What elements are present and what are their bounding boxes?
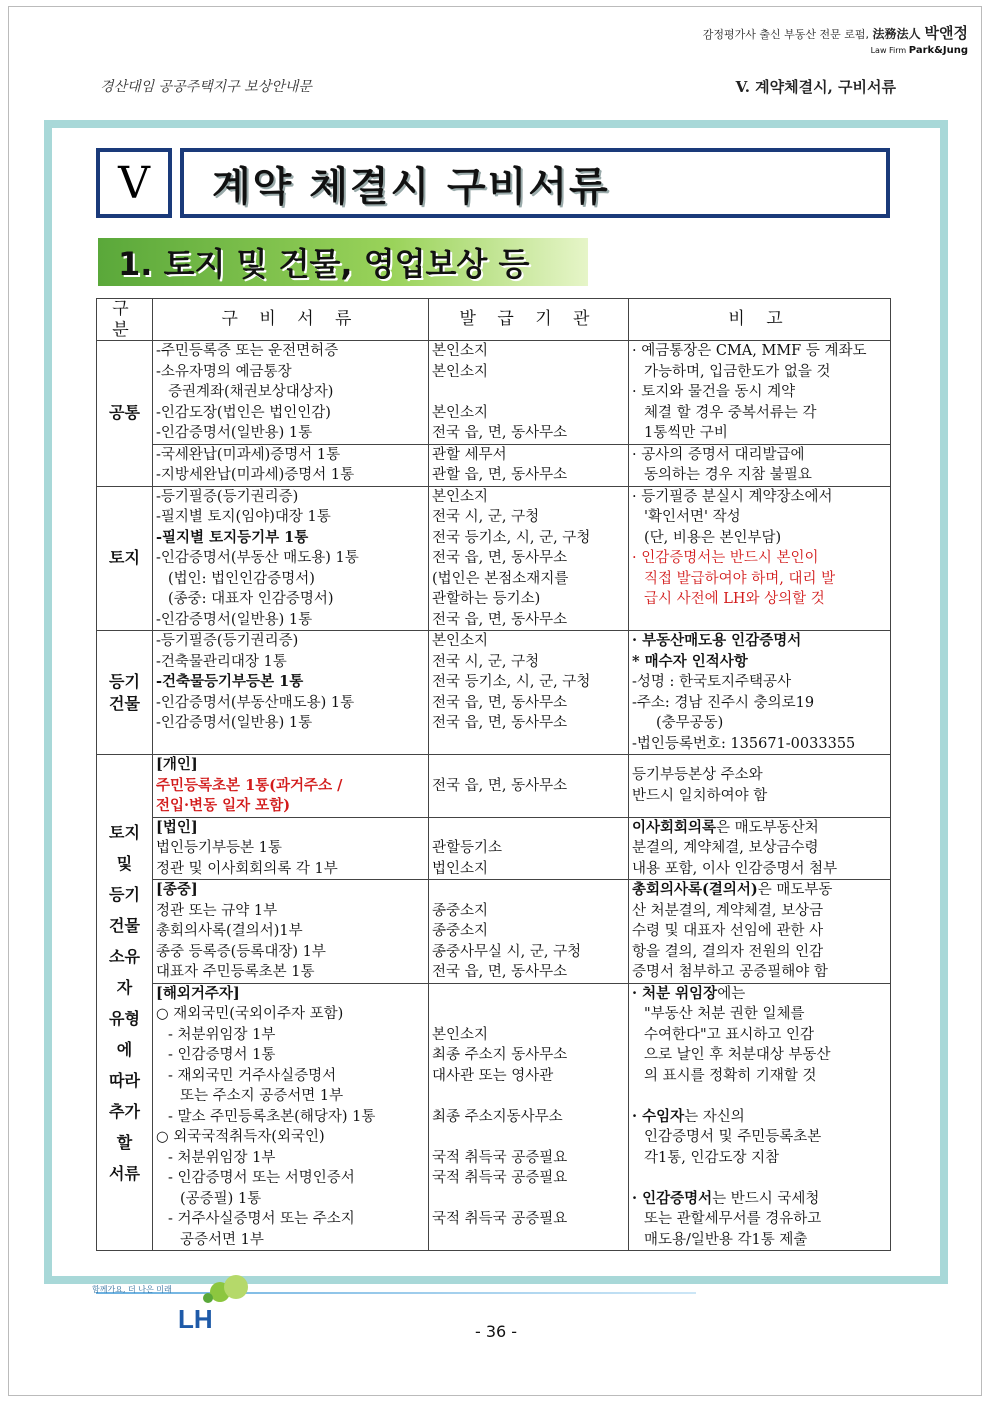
remark-line: 수령 및 대표자 선임에 관한 사	[632, 923, 824, 939]
cell-docs	[153, 631, 429, 755]
issuer-line: 전국 시, 군, 구청	[432, 509, 540, 525]
issuer-line: 전국 읍, 면, 동사무소	[432, 694, 568, 711]
remark-line: 또는 관할세무서를 경유하고	[644, 1211, 822, 1227]
cell-issuer	[429, 880, 629, 984]
firm-hanja: 法務法人	[872, 27, 921, 41]
cell-issuer	[429, 444, 629, 486]
remark-line: (충무공동)	[656, 715, 724, 731]
doc-line: -주민등록증 또는 운전면허증	[156, 343, 339, 359]
remark-line: 항을 결의, 결의자 전원의 인감	[632, 943, 824, 960]
doc-line: -인감증명서(일반용) 1통	[156, 715, 313, 731]
issuer-line: 전국 등기소, 시, 군, 구청	[432, 529, 591, 546]
issuer-line: 전국 읍, 면, 동사무소	[432, 777, 568, 794]
issuer-line: 국적 취득국 공증필요	[432, 1149, 568, 1166]
table-row	[97, 486, 891, 631]
cell-remarks	[629, 486, 891, 631]
issuer-line: 전국 읍, 면, 동사무소	[432, 425, 568, 441]
cell-docs	[153, 755, 429, 818]
issuer-spacer	[432, 1086, 625, 1107]
cell-remarks	[629, 341, 891, 445]
doc-line: -필지별 토지등기부 1통	[156, 528, 309, 546]
doc-line: -인감증명서(부동산매도용) 1통	[156, 694, 355, 711]
doc-line: 또는 주소지 공증서면 1부	[180, 1088, 344, 1104]
category-owner-type-line: 토지	[109, 822, 140, 842]
category-owner-type-line: 할	[116, 1132, 133, 1152]
issuer-line: 최종 주소지 동사무소	[432, 1047, 568, 1063]
firm-en-prefix: Law Firm	[870, 46, 907, 55]
section-title: 1. 토지 및 건물, 영업보상 등	[98, 238, 588, 286]
remark-line: · 예금통장은 CMA, MMF 등 계좌도	[632, 343, 867, 359]
remark-line: 동의하는 경우 지참 불필요	[644, 467, 812, 483]
issuer-spacer	[432, 382, 625, 403]
doc-line-warning: 전입·변동 일자 포함)	[156, 797, 291, 814]
remark-line: 의 표시를 정확히 기재할 것	[644, 1067, 817, 1084]
doc-line: -지방세완납(미과세)증명서 1통	[156, 467, 355, 483]
doc-line: -등기필증(등기권리증)	[156, 633, 299, 649]
issuer-line: 대사관 또는 영사관	[432, 1067, 554, 1084]
doc-line: - 인감증명서 또는 서명인증서	[168, 1170, 355, 1186]
doc-line: 대표자 주민등록초본 1통	[156, 964, 315, 980]
remark-line: 산 처분결의, 계약체결, 보상금	[632, 902, 824, 919]
cell-issuer	[429, 486, 629, 631]
remark-text: 는 반드시 국세청	[712, 1190, 820, 1207]
remark-line-warning: 직접 발급하여야 하며, 대리 발	[644, 570, 836, 587]
issuer-spacer	[432, 880, 625, 901]
issuer-line: 전국 시, 군, 구청	[432, 653, 540, 670]
remark-line: 반드시 일치하여야 함	[632, 787, 768, 804]
issuer-line: 본인소지	[432, 1026, 489, 1043]
issuer-line: 국적 취득국 공증필요	[432, 1170, 568, 1186]
cell-docs	[153, 444, 429, 486]
remark-line: (단, 비용은 본인부담)	[644, 529, 782, 546]
doc-line: 공증서면 1부	[180, 1231, 264, 1248]
table-row	[97, 817, 891, 880]
doc-line: (종중: 대표자 인감증명서)	[168, 591, 334, 607]
doc-line: (법인: 법인인감증명서)	[168, 570, 315, 587]
doc-line: ○ 재외국민(국외이주자 포함)	[156, 1006, 344, 1022]
lh-logo-text: LH	[178, 1304, 213, 1334]
cell-docs	[153, 880, 429, 984]
cell-issuer	[429, 631, 629, 755]
doc-line: -인감증명서(일반용) 1통	[156, 425, 313, 441]
doc-line: 증권계좌(채권보상대상자)	[168, 384, 334, 400]
issuer-spacer	[432, 984, 625, 1005]
doc-line: -인감증명서(일반용) 1통	[156, 611, 313, 628]
doc-line: - 처분위임장 1부	[168, 1026, 276, 1043]
doc-line: - 인감증명서 1통	[168, 1047, 276, 1063]
category-land: 토지	[97, 486, 153, 631]
owner-type-heading: [개인]	[156, 756, 198, 773]
footer-slogan: 함께가요, 더 나은 미래	[92, 1285, 172, 1294]
running-header-right: V. 계약체결시, 구비서류	[735, 78, 896, 96]
running-header-left: 경산대임 공공주택지구 보상안내문	[100, 79, 312, 95]
category-owner-type-line: 추가	[109, 1101, 140, 1121]
category-building-line: 건물	[109, 693, 140, 713]
firm-header	[703, 22, 968, 56]
issuer-line: 본인소지	[432, 404, 489, 421]
owner-type-heading: [법인]	[156, 818, 198, 836]
doc-line: 총회의사록(결의서)1부	[156, 923, 303, 939]
cell-docs	[153, 983, 429, 1251]
remark-line: 인감증명서 및 주민등록초본	[644, 1129, 822, 1145]
remark-line: · 부동산매도용 인감증명서	[632, 632, 802, 649]
remark-bold: 총회의사록(결의서)	[632, 881, 758, 898]
col-header-category: 구 분	[97, 299, 153, 341]
col-header-documents: 구 비 서 류	[153, 299, 429, 341]
category-owner-type-line: 자	[116, 977, 133, 997]
remark-line: -주소: 경남 진주시 충의로19	[632, 694, 815, 711]
remark-line: 분결의, 계약체결, 보상금수령	[632, 840, 819, 856]
documents-table	[96, 298, 891, 1251]
remark-line: * 매수자 인적사항	[632, 652, 748, 670]
remark-line: 체결 할 경우 중복서류는 각	[644, 404, 817, 421]
issuer-spacer	[432, 1127, 625, 1148]
doc-line: -건축물관리대장 1통	[156, 653, 287, 670]
doc-line: -소유자명의 예금통장	[156, 363, 292, 380]
firm-en-name: Park&Jung	[908, 45, 968, 56]
issuer-line: 관할 읍, 면, 동사무소	[432, 467, 568, 483]
remark-bold: 이사회회의록	[632, 818, 717, 836]
issuer-line: 전국 읍, 면, 동사무소	[432, 715, 568, 731]
cell-remarks	[629, 817, 891, 880]
doc-line: -인감도장(법인은 법인인감)	[156, 404, 331, 421]
issuer-line: 본인소지	[432, 363, 489, 380]
cell-issuer	[429, 983, 629, 1251]
issuer-line: 전국 읍, 면, 동사무소	[432, 611, 568, 628]
table-row	[97, 341, 891, 445]
remark-line: '확인서면' 작성	[644, 509, 741, 525]
owner-type-heading: [해외거주자]	[156, 984, 240, 1002]
remark-line: · 토지와 물건을 동시 계약	[632, 384, 796, 400]
remark-line: 가능하며, 입금한도가 없을 것	[644, 363, 831, 380]
category-owner-type-line: 서류	[109, 1163, 140, 1183]
chapter-title: 계약 체결시 구비서류	[180, 148, 890, 218]
remark-bold: · 처분 위임장	[632, 984, 718, 1002]
remark-bold: · 인감증명서	[632, 1189, 713, 1207]
cell-issuer	[429, 755, 629, 818]
category-owner-type-line: 유형	[109, 1008, 140, 1028]
remark-line: -법인등록번호: 135671-0033355	[632, 735, 856, 752]
cell-issuer	[429, 817, 629, 880]
doc-line: -등기필증(등기권리증)	[156, 488, 299, 505]
issuer-line: 최종 주소지동사무소	[432, 1108, 563, 1125]
category-owner-type-line: 소유	[109, 946, 140, 966]
doc-line: 법인등기부등본 1통	[156, 840, 282, 856]
col-header-issuer: 발 급 기 관	[429, 299, 629, 341]
category-owner-type-line: 에	[116, 1039, 133, 1059]
cell-docs	[153, 486, 429, 631]
cell-remarks	[629, 755, 891, 818]
firm-name: 박앤정	[924, 24, 968, 42]
remark-text: 에는	[717, 985, 746, 1002]
cell-docs	[153, 341, 429, 445]
remark-spacer	[632, 1086, 887, 1107]
issuer-spacer	[432, 818, 625, 839]
category-building	[97, 631, 153, 755]
issuer-line: 본인소지	[432, 488, 489, 505]
issuer-line: 종중사무실 시, 군, 구청	[432, 943, 582, 960]
remark-line: · 공사의 증명서 대리발급에	[632, 446, 805, 463]
table-header-row	[97, 299, 891, 341]
category-owner-type	[97, 755, 153, 1251]
doc-line-warning: 주민등록초본 1통(과거주소 /	[156, 776, 343, 794]
remark-line: 으로 날인 후 처분대상 부동산	[644, 1047, 831, 1063]
category-owner-type-line: 및	[116, 853, 133, 873]
issuer-line: 종중소지	[432, 902, 489, 919]
cell-remarks	[629, 880, 891, 984]
issuer-line: 관할등기소	[432, 840, 503, 856]
category-owner-type-line: 따라	[109, 1070, 140, 1090]
issuer-line: 본인소지	[432, 633, 489, 649]
category-owner-type-line: 건물	[109, 915, 140, 935]
issuer-line: 전국 읍, 면, 동사무소	[432, 964, 568, 980]
doc-line: (공증필) 1통	[180, 1190, 262, 1207]
issuer-spacer	[432, 1189, 625, 1210]
remark-line: "부동산 처분 권한 일체를	[644, 1006, 805, 1022]
remark-line: 매도용/일반용 각1통 제출	[644, 1231, 808, 1248]
cell-issuer	[429, 341, 629, 445]
issuer-line: 종중소지	[432, 923, 489, 939]
remark-text: 는 자신의	[684, 1108, 745, 1125]
remark-spacer	[632, 1168, 887, 1189]
remark-line: · 등기필증 분실시 계약장소에서	[632, 488, 833, 505]
doc-line: - 처분위임장 1부	[168, 1149, 276, 1166]
remark-line: -성명 : 한국토지주택공사	[632, 674, 792, 690]
doc-line: -필지별 토지(임야)대장 1통	[156, 509, 331, 525]
issuer-line: 관할하는 등기소)	[432, 591, 541, 607]
remark-line: 등기부등본상 주소와	[632, 767, 763, 783]
table-row	[97, 444, 891, 486]
doc-line: -국세완납(미과세)증명서 1통	[156, 446, 341, 463]
doc-line: 종중 등록증(등록대장) 1부	[156, 943, 326, 960]
col-header-remarks: 비 고	[629, 299, 891, 341]
issuer-line: 전국 읍, 면, 동사무소	[432, 550, 568, 566]
cell-remarks	[629, 444, 891, 486]
doc-line: -인감증명서(부동산 매도용) 1통	[156, 550, 359, 566]
issuer-line: (법인은 본점소재지를	[432, 570, 569, 587]
issuer-line: 법인소지	[432, 860, 489, 877]
doc-line: - 재외국민 거주사실증명서	[168, 1067, 337, 1084]
doc-line: ○ 외국국적취득자(외국인)	[156, 1129, 325, 1145]
doc-line: 정관 및 이사회회의록 각 1부	[156, 860, 338, 877]
remark-line: 수여한다"고 표시하고 인감	[644, 1026, 814, 1043]
issuer-line: 본인소지	[432, 343, 489, 359]
page-number: - 36 -	[474, 1322, 518, 1341]
remark-line-warning: · 인감증명서는 반드시 본인이	[632, 550, 819, 566]
chapter-number: V	[96, 148, 172, 218]
cell-remarks	[629, 631, 891, 755]
table-row	[97, 880, 891, 984]
remark-line: 내용 포함, 이사 인감증명서 첨부	[632, 860, 838, 877]
doc-line: - 말소 주민등록초본(해당자) 1통	[168, 1108, 376, 1125]
remark-text: 은 매도부동	[757, 882, 833, 898]
cell-docs	[153, 817, 429, 880]
issuer-line: 국적 취득국 공증필요	[432, 1211, 568, 1227]
remark-line: 1통씩만 구비	[644, 425, 728, 441]
issuer-line: 관할 세무서	[432, 446, 507, 463]
table-row	[97, 755, 891, 818]
remark-line: 각1통, 인감도장 지참	[644, 1149, 780, 1166]
doc-line: 정관 또는 규약 1부	[156, 902, 278, 919]
cell-remarks	[629, 983, 891, 1251]
issuer-spacer	[432, 1004, 625, 1025]
doc-line: -건축물등기부등본 1통	[156, 673, 304, 690]
firm-tagline: 감정평가사 출신 부동산 전문 로펌,	[702, 28, 869, 41]
owner-type-heading: [종중]	[156, 881, 198, 898]
table-row	[97, 631, 891, 755]
remark-line-warning: 급시 사전에 LH와 상의할 것	[644, 591, 825, 607]
category-common: 공통	[97, 341, 153, 487]
remark-line: 증명서 첨부하고 공증필해야 함	[632, 964, 828, 980]
category-building-line: 등기	[109, 671, 140, 691]
remark-bold: · 수임자	[632, 1107, 685, 1125]
issuer-line: 전국 등기소, 시, 군, 구청	[432, 674, 591, 690]
remark-text: 은 매도부동산처	[716, 819, 819, 836]
doc-line: - 거주사실증명서 또는 주소지	[168, 1211, 355, 1227]
table-row	[97, 983, 891, 1251]
category-owner-type-line: 등기	[109, 884, 140, 904]
